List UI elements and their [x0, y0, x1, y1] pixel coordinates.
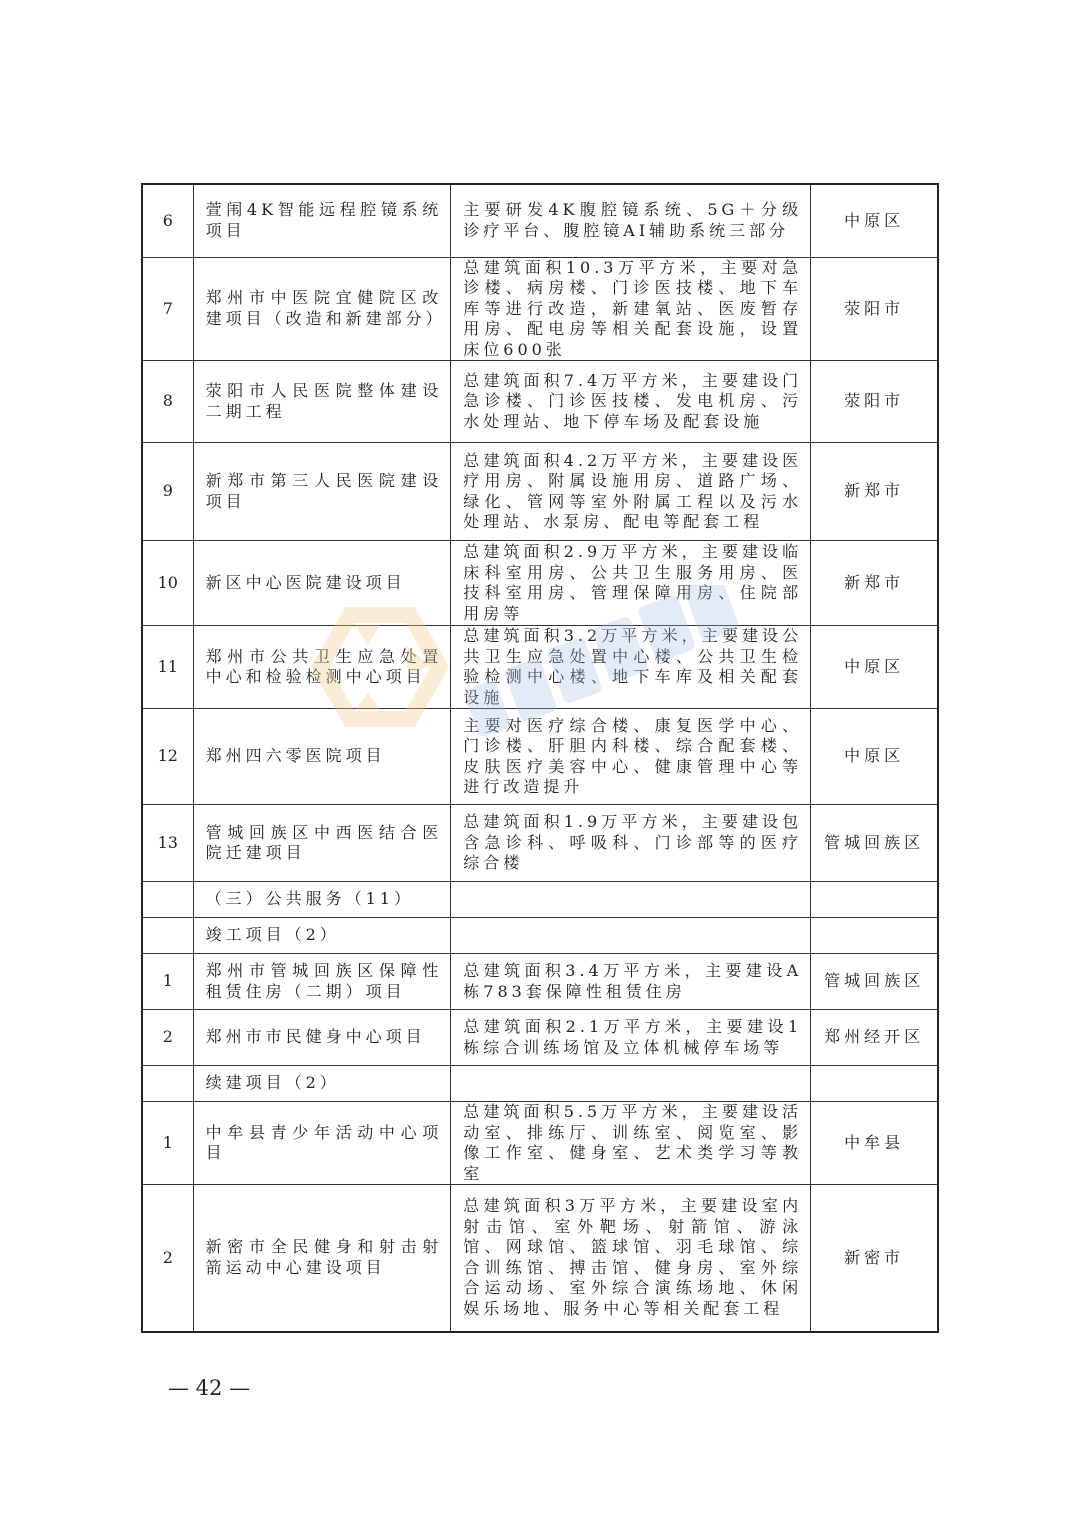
- row-number: 11: [142, 626, 193, 709]
- project-location: 中原区: [811, 626, 938, 709]
- row-number: 10: [142, 541, 193, 626]
- page-number: — 42 —: [168, 1376, 251, 1400]
- project-content: 总建筑面积3万平方米，主要建设室内射击馆、室外靶场、射箭馆、游泳馆、网球馆、篮球馆、羽毛球馆、综合训练馆、搏击馆、健身房、室外综合运动场、室外综合演练场地、休闲娱乐场地、服务中心等相关配套工程: [451, 1185, 811, 1332]
- row-number: 6: [142, 184, 193, 257]
- row-number: 1: [142, 1102, 193, 1185]
- project-name: 郑州市中医院宜健院区改建项目（改造和新建部分）: [193, 257, 451, 361]
- row-number: 9: [142, 443, 193, 541]
- project-content: 总建筑面积7.4万平方米，主要建设门急诊楼、门诊医技楼、发电机房、污水处理站、地下停车场及配套设施: [451, 361, 811, 443]
- project-location: 新郑市: [811, 443, 938, 541]
- project-location: 中牟县: [811, 1102, 938, 1185]
- project-name: 新郑市第三人民医院建设项目: [193, 443, 451, 541]
- project-location: 管城回族区: [811, 805, 938, 882]
- table-row: [142, 541, 938, 626]
- section-heading: （三）公共服务（11）: [193, 882, 451, 918]
- section-row: [142, 882, 938, 918]
- project-name: 新密市全民健身和射击射箭运动中心建设项目: [193, 1185, 451, 1332]
- project-content: 总建筑面积2.1万平方米，主要建设1栋综合训练场馆及立体机械停车场等: [451, 1010, 811, 1066]
- project-content: 主要对医疗综合楼、康复医学中心、门诊楼、肝胆内科楼、综合配套楼、皮肤医疗美容中心、健康管理中心等进行改造提升: [451, 709, 811, 805]
- project-content: 总建筑面积2.9万平方米，主要建设临床科室用房、公共卫生服务用房、医技科室用房、管理保障用房、住院部用房等: [451, 541, 811, 626]
- row-number: 2: [142, 1185, 193, 1332]
- project-location: 中原区: [811, 184, 938, 257]
- table-row: [142, 626, 938, 709]
- project-location: 中原区: [811, 709, 938, 805]
- project-name: 郑州四六零医院项目: [193, 709, 451, 805]
- project-content: [451, 882, 811, 918]
- table-row: [142, 805, 938, 882]
- project-location: 管城回族区: [811, 954, 938, 1010]
- row-number: [142, 1066, 193, 1102]
- row-number: 1: [142, 954, 193, 1010]
- project-name: 中牟县青少年活动中心项目: [193, 1102, 451, 1185]
- project-location: [811, 918, 938, 954]
- table-row: [142, 1102, 938, 1185]
- table-row: [142, 954, 938, 1010]
- project-name: 萱闱4K智能远程腔镜系统项目: [193, 184, 451, 257]
- table-row: [142, 709, 938, 805]
- project-location: 新密市: [811, 1185, 938, 1332]
- section-row: [142, 918, 938, 954]
- project-table: [141, 183, 939, 1333]
- project-content: 总建筑面积1.9万平方米，主要建设包含急诊科、呼吸科、门诊部等的医疗综合楼: [451, 805, 811, 882]
- project-location: 荥阳市: [811, 257, 938, 361]
- project-content: 总建筑面积10.3万平方米，主要对急诊楼、病房楼、门诊医技楼、地下车库等进行改造，新建氧站、医废暂存用房、配电房等相关配套设施，设置床位600张: [451, 257, 811, 361]
- row-number: 12: [142, 709, 193, 805]
- table-row: [142, 184, 938, 257]
- project-location: 荥阳市: [811, 361, 938, 443]
- project-name: 管城回族区中西医结合医院迁建项目: [193, 805, 451, 882]
- project-location: 新郑市: [811, 541, 938, 626]
- row-number: [142, 882, 193, 918]
- project-location: [811, 1066, 938, 1102]
- subsection-heading: 续建项目（2）: [193, 1066, 451, 1102]
- project-name: 郑州市管城回族区保障性租赁住房（二期）项目: [193, 954, 451, 1010]
- table-row: [142, 1185, 938, 1332]
- project-location: 郑州经开区: [811, 1010, 938, 1066]
- row-number: [142, 918, 193, 954]
- section-row: [142, 1066, 938, 1102]
- project-content: 总建筑面积4.2万平方米，主要建设医疗用房、附属设施用房、道路广场、绿化、管网等室外附属工程以及污水处理站、水泵房、配电等配套工程: [451, 443, 811, 541]
- project-name: 郑州市公共卫生应急处置中心和检验检测中心项目: [193, 626, 451, 709]
- project-location: [811, 882, 938, 918]
- project-content: [451, 918, 811, 954]
- table-row: [142, 443, 938, 541]
- row-number: 2: [142, 1010, 193, 1066]
- project-name: 新区中心医院建设项目: [193, 541, 451, 626]
- table-row: [142, 1010, 938, 1066]
- project-content: 主要研发4K腹腔镜系统、5G＋分级诊疗平台、腹腔镜AI辅助系统三部分: [451, 184, 811, 257]
- table-row: [142, 257, 938, 361]
- row-number: 13: [142, 805, 193, 882]
- project-name: 郑州市市民健身中心项目: [193, 1010, 451, 1066]
- project-content: 总建筑面积5.5万平方米，主要建设活动室、排练厅、训练室、阅览室、影像工作室、健身室、艺术类学习等教室: [451, 1102, 811, 1185]
- project-content: 总建筑面积3.2万平方米，主要建设公共卫生应急处置中心楼、公共卫生检验检测中心楼、地下车库及相关配套设施: [451, 626, 811, 709]
- subsection-heading: 竣工项目（2）: [193, 918, 451, 954]
- row-number: 7: [142, 257, 193, 361]
- project-name: 荥阳市人民医院整体建设二期工程: [193, 361, 451, 443]
- row-number: 8: [142, 361, 193, 443]
- table-row: [142, 361, 938, 443]
- project-content: 总建筑面积3.4万平方米，主要建设A栋783套保障性租赁住房: [451, 954, 811, 1010]
- project-content: [451, 1066, 811, 1102]
